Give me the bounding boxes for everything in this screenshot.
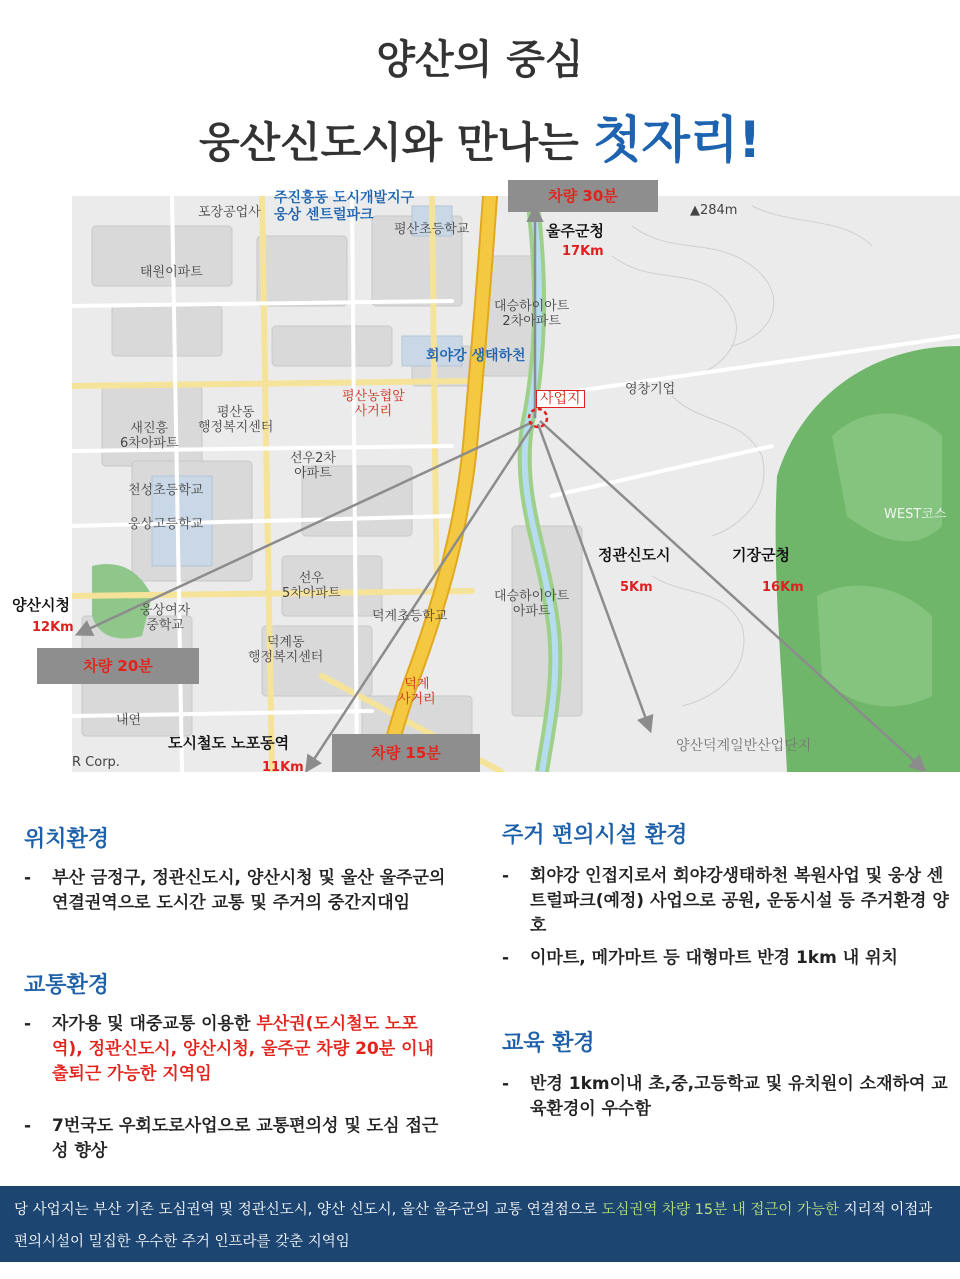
dest-jeonggwan-distance: 5Km xyxy=(620,580,653,595)
label-pyeongsan-office: 평산동 행정복지센터 xyxy=(198,405,274,435)
bullet-dash: - xyxy=(502,948,510,968)
label-daeseung2: 대승하이아트 2차아파트 xyxy=(494,299,570,329)
dest-ulju-distance: 17Km xyxy=(562,244,604,259)
headline-prefix: 웅산신도시와 만나는 xyxy=(198,118,594,167)
education-item xyxy=(502,1072,950,1122)
label-hoeyagang: 회야강 생태하천 xyxy=(426,348,526,364)
dest-nopo-name: 도시철도 노포동역 xyxy=(168,734,290,752)
footer-text-1: 당 사업지는 부산 기존 도심권역 및 정관신도시, 양산 신도시, 울산 울주군의 교통 연결점으로 xyxy=(14,1202,602,1218)
label-deokgye-cross: 덕계 사거리 xyxy=(398,677,436,707)
bullet-dash: - xyxy=(502,1074,510,1094)
label-naeyeon: 내연 xyxy=(116,713,142,728)
label-deokgye-office: 덕계동 행정복지센터 xyxy=(248,635,324,665)
bullet-dash: - xyxy=(24,1116,32,1136)
transport-item-2 xyxy=(24,1114,444,1164)
location-text: 부산 금정구, 정관신도시, 양산시청 및 울산 울주군의 연결권역으로 도시간 교통 및 주거의 중간지대임 xyxy=(52,868,446,913)
site-label: 사업지 xyxy=(536,390,585,408)
label-pyeongsan-school: 평산초등학교 xyxy=(394,222,470,237)
bullet-dash: - xyxy=(24,1014,32,1034)
dest-jeonggwan-name: 정관신도시 xyxy=(598,546,671,564)
label-ungsang-girls: 웅상여자 중학교 xyxy=(140,603,191,633)
dest-nopo-distance: 11Km xyxy=(262,760,304,775)
education-text: 반경 1km이내 초,중,고등학교 및 유치원이 소재하여 교육환경이 우수함 xyxy=(530,1074,948,1119)
label-pyeongsan-nh: 평산농협앞 사거리 xyxy=(342,389,405,419)
time-box-left: 차량 20분 xyxy=(37,648,199,684)
summary-footer xyxy=(0,1186,960,1262)
headline-accent: 첫자리! xyxy=(593,111,762,169)
location-map xyxy=(12,190,960,775)
label-taewon: 태원이파트 xyxy=(140,265,203,280)
label-ungsang-high: 웅상고등학교 xyxy=(128,517,204,532)
time-box-top: 차량 30분 xyxy=(508,180,658,212)
label-saejinheung: 새진흥 6차아파트 xyxy=(120,421,179,451)
dest-yangsan-distance: 12Km xyxy=(32,620,74,635)
dest-gijang-distance: 16Km xyxy=(762,580,804,595)
map-background xyxy=(72,196,960,772)
heading-location: 위치환경 xyxy=(24,827,110,852)
transport-text-1 xyxy=(24,1012,444,1087)
footer-text-2: 지리적 이점과 편의시설이 밀집한 우수한 주거 인프라를 갖춘 지역임 xyxy=(14,1202,933,1250)
label-west-course: WEST코스 xyxy=(884,507,947,522)
headline-line2 xyxy=(0,100,960,172)
transport-item-1 xyxy=(24,1012,444,1087)
label-seonwoo2: 선우2차 아파트 xyxy=(290,451,336,481)
heading-transport: 교통환경 xyxy=(24,973,110,998)
label-yeongchang: 영창기업 xyxy=(625,382,676,397)
living-item-2 xyxy=(502,946,950,971)
label-jujin: 주진흥동 도시개발지구 웅상 센트럴파크 xyxy=(274,190,415,223)
bullet-dash: - xyxy=(24,868,32,888)
label-corp: R Corp. xyxy=(72,755,120,770)
living-item-1 xyxy=(502,864,950,939)
label-seonwoo5: 선우 5차아파트 xyxy=(282,571,341,601)
label-pohang: 포장공업사 xyxy=(198,205,261,220)
dest-yangsan-name: 양산시청 xyxy=(12,596,70,614)
location-item xyxy=(24,866,464,916)
transport-text-2: 7번국도 우회도로사업으로 교통편의성 및 도심 접근성 향상 xyxy=(52,1116,439,1161)
label-altitude: ▲284m xyxy=(690,203,738,218)
bullet-dash: - xyxy=(502,866,510,886)
heading-education: 교육 환경 xyxy=(502,1031,595,1056)
footer-highlight: 도심권역 차량 15분 내 접근이 가능한 xyxy=(601,1202,839,1218)
living-text-1: 회야강 인접지로서 회야강생태하천 복원사업 및 웅상 센트럴파크(예정) 사업으로 공원, 운동시설 등 주거환경 양호 xyxy=(530,866,949,936)
dest-ulju-name: 울주군청 xyxy=(546,222,604,240)
dest-gijang-name: 기장군청 xyxy=(732,546,790,564)
time-box-bottom: 차량 15분 xyxy=(332,734,480,772)
label-deokgye-school: 덕계초등학교 xyxy=(372,609,448,624)
transport-text-1-highlight: 부산권(도시철도 노포역), 정관신도시, 양산시청, 울주군 차량 20분 이내 출퇴근 가능한 지역임 xyxy=(52,1014,434,1084)
transport-text-1-prefix: 자가용 및 대중교통 이용한 xyxy=(52,1014,257,1034)
heading-living: 주거 편의시설 환경 xyxy=(502,823,688,848)
living-text-2: 이마트, 메가마트 등 대형마트 반경 1km 내 위치 xyxy=(530,948,898,968)
label-daeseung: 대승하이아트 아파트 xyxy=(494,589,570,619)
label-cheonseong: 천성초등학교 xyxy=(128,483,204,498)
headline-line1: 양산의 중심 xyxy=(376,37,584,83)
label-industrial: 양산덕계일반산업단지 xyxy=(676,738,812,754)
